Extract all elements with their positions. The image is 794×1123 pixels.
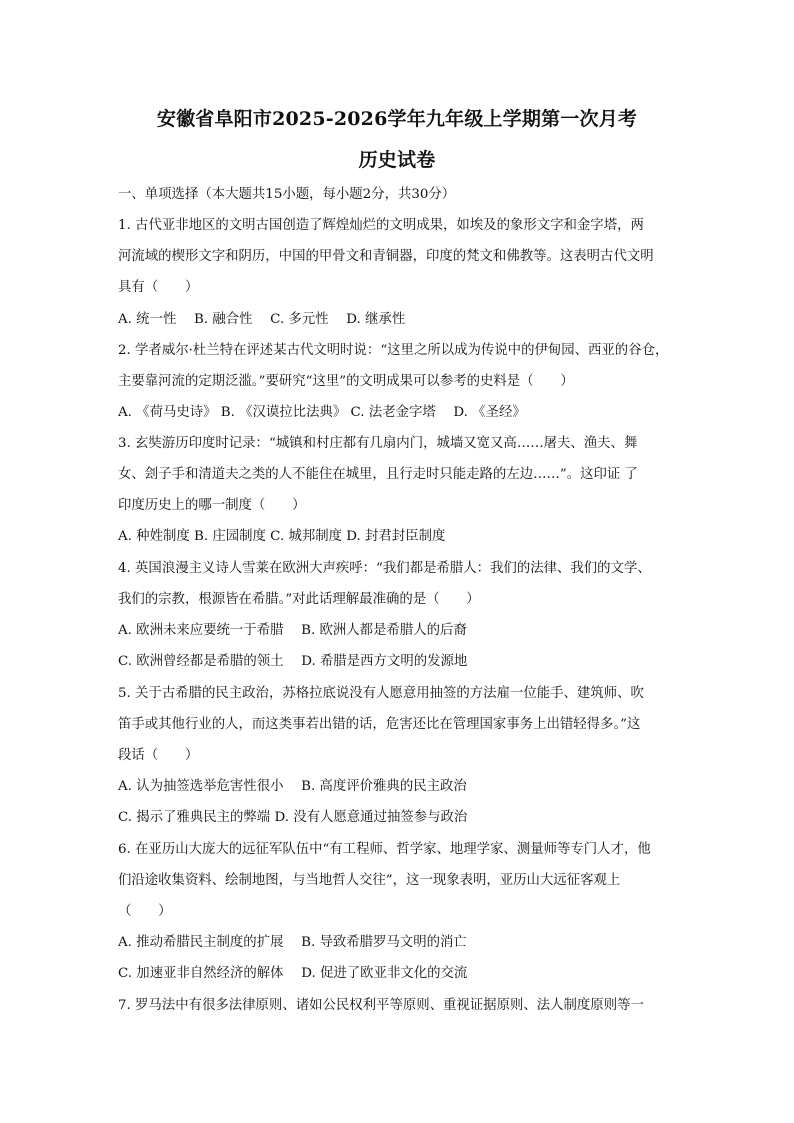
question-1-line-3: 具有（ ） <box>118 280 199 295</box>
question-6-line-2: 们沿途收集资料、绘制地图，与当地哲人交往”，这一现象表明，亚历山大远征客观上 <box>118 873 621 888</box>
question-7-line-1: 7. 罗马法中有很多法律原则、诸如公民权利平等原则、重视证据原则、法人制度原则等一 <box>118 998 644 1013</box>
question-1-options: A. 统一性 B. 融合性 C. 多元性 D. 继承性 <box>118 312 406 327</box>
section-heading: 一、单项选择（本大题共15小题，每小题2分，共30分） <box>118 187 456 202</box>
question-3-line-1: 3. 玄奘游历印度时记录：“城镇和村庄都有几扇内门，城墙又宽又高……屠夫、渔夫、舞 <box>118 436 638 451</box>
question-4-line-2: 我们的宗教，根源皆在希腊。”对此话理解最准确的是（ ） <box>118 592 480 607</box>
exam-subject: 历史试卷 <box>358 149 436 171</box>
question-5-options-2: C. 揭示了雅典民主的弊端 D. 没有人愿意通过抽签参与政治 <box>118 810 468 825</box>
exam-title: 安徽省阜阳市2025-2026学年九年级上学期第一次月考 <box>156 108 638 130</box>
question-2-options: A. 《荷马史诗》 B. 《汉谟拉比法典》 C. 法老金字塔 D. 《圣经》 <box>118 405 526 420</box>
question-6-options-1: A. 推动希腊民主制度的扩展 B. 导致希腊罗马文明的消亡 <box>118 935 467 950</box>
question-1-line-2: 河流域的楔形文字和阴历，中国的甲骨文和青铜器，印度的梵文和佛教等。这表明古代文明 <box>118 249 654 264</box>
question-3-options: A. 种姓制度 B. 庄园制度 C. 城邦制度 D. 封君封臣制度 <box>118 529 446 544</box>
question-2-line-2: 主要靠河流的定期泛滥。”要研究“这里”的文明成果可以参考的史料是（ ） <box>118 374 574 389</box>
question-4-line-1: 4. 英国浪漫主义诗人雪莱在欧洲大声疾呼：“我们都是希腊人：我们的法律、我们的文学、 <box>118 561 651 576</box>
question-1-line-1: 1. 古代亚非地区的文明古国创造了辉煌灿烂的文明成果，如埃及的象形文字和金字塔，两 <box>118 218 644 233</box>
question-2-line-1: 2. 学者威尔·杜兰特在评述某古代文明时说：“这里之所以成为传说中的伊甸园、西亚的谷仓， <box>118 343 669 358</box>
question-4-options-1: A. 欧洲未来应要统一于希腊 B. 欧洲人都是希腊人的后裔 <box>118 623 467 638</box>
question-6-line-3: （ ） <box>118 904 172 919</box>
question-5-line-1: 5. 关于古希腊的民主政治，苏格拉底说没有人愿意用抽签的方法雇一位能手、建筑师、吹 <box>118 686 644 701</box>
question-6-line-1: 6. 在亚历山大庞大的远征军队伍中“有工程师、哲学家、地理学家、测量师等专门人才，他 <box>118 842 651 857</box>
question-6-options-2: C. 加速亚非自然经济的解体 D. 促进了欧亚非文化的交流 <box>118 966 468 981</box>
question-4-options-2: C. 欧洲曾经都是希腊的领土 D. 希腊是西方文明的发源地 <box>118 654 468 669</box>
question-3-line-2: 女、刽子手和清道夫之类的人不能住在城里，且行走时只能走路的左边……”。这印证 了 <box>118 467 638 482</box>
question-5-line-2: 笛手或其他行业的人，而这类事若出错的话，危害还比在管理国家事务上出错轻得多。”这 <box>118 717 641 732</box>
question-5-line-3: 段话（ ） <box>118 748 199 763</box>
question-3-line-3: 印度历史上的哪一制度（ ） <box>118 498 306 513</box>
question-5-options-1: A. 认为抽签选举危害性很小 B. 高度评价雅典的民主政治 <box>118 779 467 794</box>
